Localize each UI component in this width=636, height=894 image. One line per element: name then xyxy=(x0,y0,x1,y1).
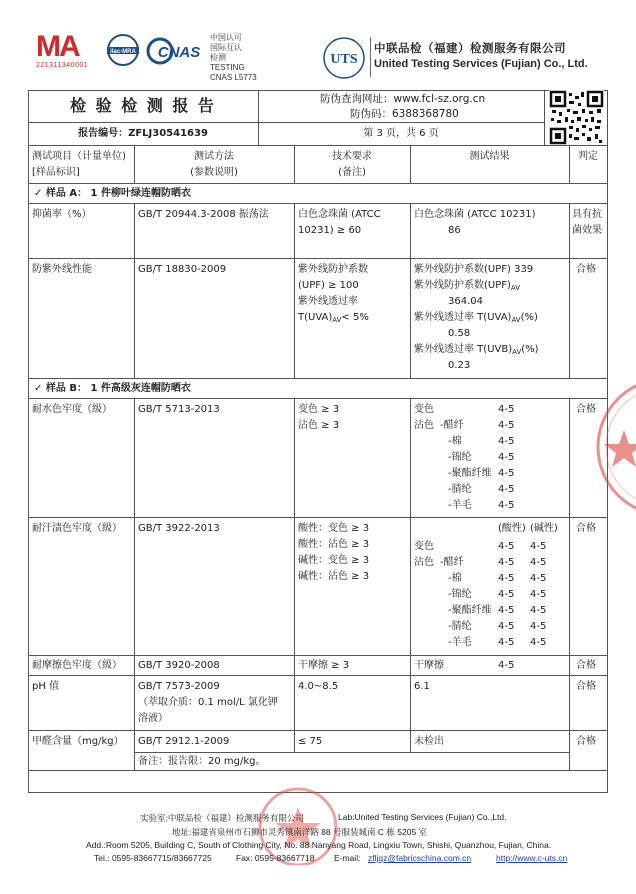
header-separator xyxy=(370,37,371,77)
header-item: 测试项目（计量单位) xyxy=(32,151,126,162)
footer-email-label: E-mail: xyxy=(334,853,361,863)
header-method: 测试方法 xyxy=(194,151,234,162)
uts-logo xyxy=(322,36,366,80)
footer-address-cn: 地址:福建省泉州市石狮市灵秀镇南洋路 88 号服装城南 C 栋 5205 室 xyxy=(172,827,428,837)
inspection-seal-stamp xyxy=(596,372,636,522)
header-result: 测试结果 xyxy=(469,151,510,162)
report-header xyxy=(0,0,636,90)
uts-letters: UTS xyxy=(330,52,358,67)
page-info: 第 3 页，共 6 页 xyxy=(363,128,439,139)
footer-email-link[interactable]: zfljqz@fabricschina.com.cn xyxy=(368,853,472,863)
report-number: 报告编号：ZFLJ30541639 xyxy=(78,128,208,139)
footer-fax: Fax: 0595-83667718 xyxy=(236,853,315,863)
sample-b-label: ✓ 样品 B： 1 件高级灰连帽防晒衣 xyxy=(34,383,191,394)
company-name-en: United Testing Services (Fujian) Co., Ltd. xyxy=(374,58,588,70)
header-item-sub: [样品标识] xyxy=(32,167,80,178)
svg-text:CNAS: CNAS xyxy=(157,44,201,61)
ilac-mra-logo xyxy=(103,33,143,67)
header-method-sub: (参数说明) xyxy=(190,167,238,178)
cnas-accreditation-text: 中国认可 国际互认 检测 TESTING CNAS L5773 xyxy=(210,33,257,82)
qr-code-icon xyxy=(549,90,604,145)
anti-fake-url: 防伪查询网址：www.fcl-sz.org.cn xyxy=(320,93,486,105)
header-requirement-sub: (备注) xyxy=(338,167,366,178)
company-name-cn: 中联品检（福建）检测服务有限公司 xyxy=(374,41,566,55)
report-title: 检 验 检 测 报 告 xyxy=(70,96,216,115)
formaldehyde-note: 备注：报告限：20 mg/kg。 xyxy=(138,756,266,767)
header-judgment: 判定 xyxy=(578,151,598,162)
sample-a-label: ✓ 样品 A： 1 件柳叶绿连帽防晒衣 xyxy=(34,188,192,199)
footer-lab-en: Lab:United Testing Services (Fujian) Co.,Ltd. xyxy=(338,812,507,822)
footer-lab-cn: 实验室:中联品检（福建）检测服务有限公司 xyxy=(140,813,304,823)
footer-tel: Tel.: 0595-83667715/83667725 xyxy=(94,853,212,863)
footer-website-link[interactable]: http://www.c-uts.cn xyxy=(496,853,568,863)
header-requirement: 技术要求 xyxy=(332,151,372,162)
svg-text:ilac-MRA: ilac-MRA xyxy=(110,49,136,55)
footer-address-en: Add.:Room 5205, Building C, South of Clothing City, No. 88 Nanyang Road, Lingxiu Town, Shishi, Quanzhou, Fujian, China. xyxy=(86,840,552,850)
cma-mark: MA xyxy=(36,30,79,63)
anti-fake-code: 防伪码：6388368780 xyxy=(350,108,459,120)
cma-logo xyxy=(36,32,100,70)
cnas-logo xyxy=(146,33,206,69)
cma-code: 221311340001 xyxy=(36,62,89,69)
